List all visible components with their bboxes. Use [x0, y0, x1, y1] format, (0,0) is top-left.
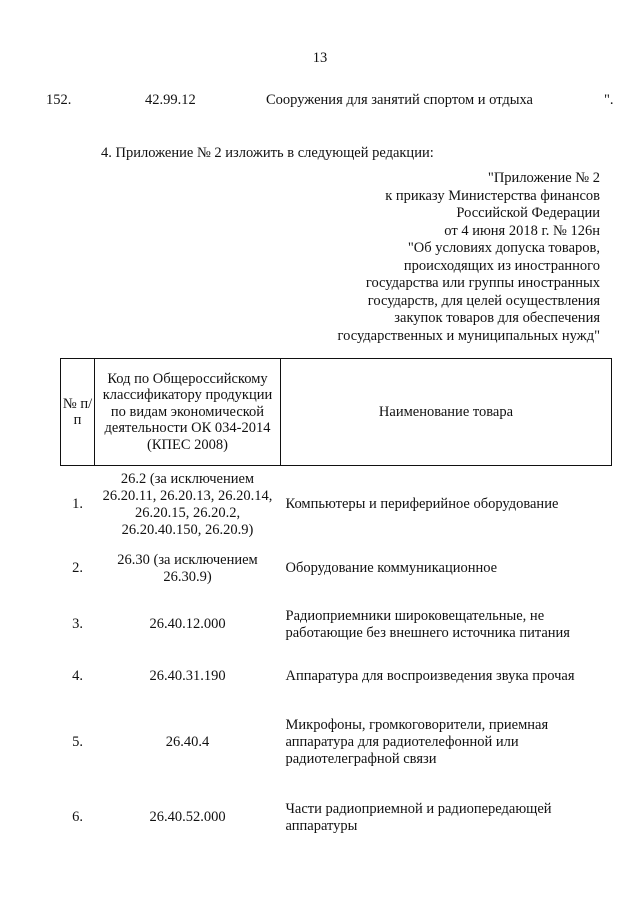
- table-row-152: [0, 92, 640, 112]
- annex-header-line: закупок товаров для обеспечения: [394, 310, 600, 326]
- product-name: Сооружения для занятий спортом и отдыха: [266, 92, 533, 108]
- table-row: [61, 788, 612, 848]
- column-header-number: № п/п: [61, 359, 95, 466]
- row-number: 6.: [72, 808, 83, 825]
- annex-header-line: государственных и муниципальных нужд": [337, 327, 600, 344]
- okpd-code: 26.40.4: [165, 734, 210, 750]
- annex-header-line: "Приложение № 2: [487, 170, 600, 186]
- okpd-code: 26.30 (за исключением 26.30.9): [117, 551, 258, 585]
- okpd-code: 26.40.52.000: [149, 809, 226, 825]
- okpd-code: 26.40.12.000: [149, 616, 226, 632]
- table-header-row: [61, 359, 612, 466]
- product-name: Части радиоприемной и радиопередающей аппаратуры: [285, 800, 552, 834]
- table-row: [61, 466, 612, 544]
- table-row: [61, 656, 612, 698]
- annex-header-line: к приказу Министерства финансов: [385, 187, 600, 204]
- table-row: [61, 594, 612, 656]
- row-number: 5.: [72, 733, 83, 750]
- product-name: Компьютеры и периферийное оборудование: [285, 496, 559, 513]
- row-number: 4.: [72, 667, 83, 684]
- product-name: Оборудование коммуникационное: [285, 560, 498, 576]
- okpd-code: 26.40.31.190: [149, 668, 226, 684]
- row-number: 3.: [72, 615, 83, 632]
- product-name: Радиоприемники широковещательные, не работающие без внешнего источника питания: [285, 607, 570, 641]
- annex-header-line: государств, для целей осуществления: [367, 292, 600, 309]
- row-number: 1.: [72, 496, 83, 513]
- annex-header-line: Российской Федерации: [456, 205, 600, 221]
- closing-quote: ".: [604, 92, 614, 108]
- product-name: Микрофоны, громкоговорители, приемная аппаратура для радиотелефонной или радиотелеграфной связи: [285, 717, 549, 767]
- amendment-item-4: 4. Приложение № 2 изложить в следующей редакции:: [101, 145, 434, 161]
- annex-header-line: происходящих из иностранного: [403, 257, 600, 274]
- okpd-code: 26.2 (за исключением 26.20.11, 26.20.13, 26.20.14, 26.20.15, 26.20.2, 26.20.40.150, 26.20.9): [102, 470, 273, 538]
- goods-table: [60, 358, 612, 848]
- product-name: Аппаратура для воспроизведения звука прочая: [285, 668, 575, 684]
- column-header-code: Код по Общероссийскому классификатору продукции по видам экономической деятельности ОК 034-2014 (КПЕС 2008): [95, 359, 281, 466]
- row-number: 2.: [72, 559, 83, 576]
- okpd-code: 42.99.12: [145, 92, 196, 108]
- row-number: 152.: [46, 92, 72, 108]
- table-row: [61, 698, 612, 788]
- annex-header-line: "Об условиях допуска товаров,: [407, 240, 600, 256]
- annex-header-line: государства или группы иностранных: [365, 275, 600, 291]
- annex-header-line: от 4 июня 2018 г. № 126н: [444, 222, 600, 239]
- column-header-name: Наименование товара: [281, 359, 612, 466]
- table-row: [61, 544, 612, 594]
- page-number: 13: [312, 50, 328, 66]
- annex-header: [300, 170, 600, 345]
